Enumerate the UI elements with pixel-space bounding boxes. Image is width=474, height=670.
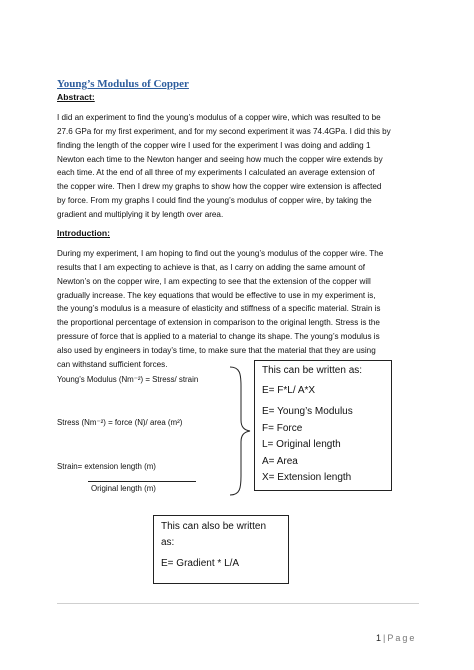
gradient-box	[153, 515, 289, 584]
abstract-line: by force. From my graphs I could find the young’s modulus of copper wire, by taking the	[57, 196, 372, 206]
introduction-line: results that I am expecting to achieve is that, as I carry on adding the same amount of	[57, 262, 366, 272]
footer-separator: |	[383, 633, 386, 643]
strain-numerator: Strain= extension length (m)	[57, 462, 156, 471]
page-label: Page	[387, 633, 417, 643]
introduction-line: can withstand sufficient forces.	[57, 359, 168, 369]
formula-box	[254, 360, 392, 491]
fraction-line	[88, 481, 196, 482]
abstract-line: I did an experiment to find the young’s modulus of a copper wire, which was resulted to be	[57, 113, 381, 122]
abstract-line: 27.6 GPa for my first experiment, and for my second experiment it was 74.4GPa. I did this by	[57, 126, 391, 136]
box-line: E= Young’s Modulus	[262, 406, 353, 417]
box-line: E= Gradient * L/A	[161, 558, 240, 569]
introduction-line: During my experiment, I am hoping to find out the young’s modulus of the copper wire. The	[57, 249, 384, 258]
box-line: This can also be written	[161, 521, 267, 532]
box-line: L= Original length	[262, 439, 341, 450]
box-line: This can be written as:	[262, 365, 363, 376]
document-title: Young’s Modulus of Copper	[57, 78, 189, 90]
introduction-line: gradually increase. The key equations that would be effective to use in my experiment is,	[57, 290, 376, 300]
stress-formula: Stress (Nm⁻²) = force (N)/ area (m²)	[57, 418, 183, 427]
abstract-line: gradient and multiplying it by length over area.	[57, 209, 224, 219]
curly-brace	[224, 364, 254, 498]
abstract-line: the copper wire. Then I drew my graphs to show how the copper wire extension is affected	[57, 182, 382, 192]
introduction-line: the young’s modulus is a measure of elasticity and stiffness of a specific material. Strain is	[57, 304, 381, 314]
abstract-heading: Abstract:	[57, 92, 95, 102]
introduction-line: also used by engineers in today’s time, to make sure that the material that they are using	[57, 345, 376, 355]
page-number: 1	[376, 633, 382, 643]
youngs-modulus-formula: Young’s Modulus (Nm⁻²) = Stress/ strain	[57, 375, 199, 384]
introduction-line: Newton’s on the copper wire, I am expecting to see that the extension of the copper will	[57, 276, 371, 286]
strain-denominator: Original length (m)	[91, 484, 156, 493]
introduction-heading: Introduction:	[57, 228, 110, 238]
box-line: as:	[161, 537, 175, 548]
introduction-line: pressure of force that is applied to a material to change its shape. The young’s modulus is	[57, 332, 380, 342]
abstract-line: Newton each time to the Newton hanger and seeing how much the copper wire extends by	[57, 154, 383, 164]
introduction-line: the proportional percentage of extension in comparison to the original length. Stress is the	[57, 318, 380, 328]
box-line: E= F*L/ A*X	[262, 385, 316, 396]
box-line: F= Force	[262, 423, 303, 434]
box-line: A= Area	[262, 456, 298, 467]
box-line: X= Extension length	[262, 472, 352, 483]
introduction-paragraph	[57, 247, 419, 372]
abstract-line: finding the length of the copper wire I used for the experiment I was doing and adding 1	[57, 140, 371, 150]
abstract-line: each time. At the end of all three of my experiments I calculated an average extension of	[57, 168, 375, 178]
page-footer	[376, 633, 416, 643]
footer-divider	[57, 603, 419, 604]
abstract-paragraph	[57, 111, 419, 222]
